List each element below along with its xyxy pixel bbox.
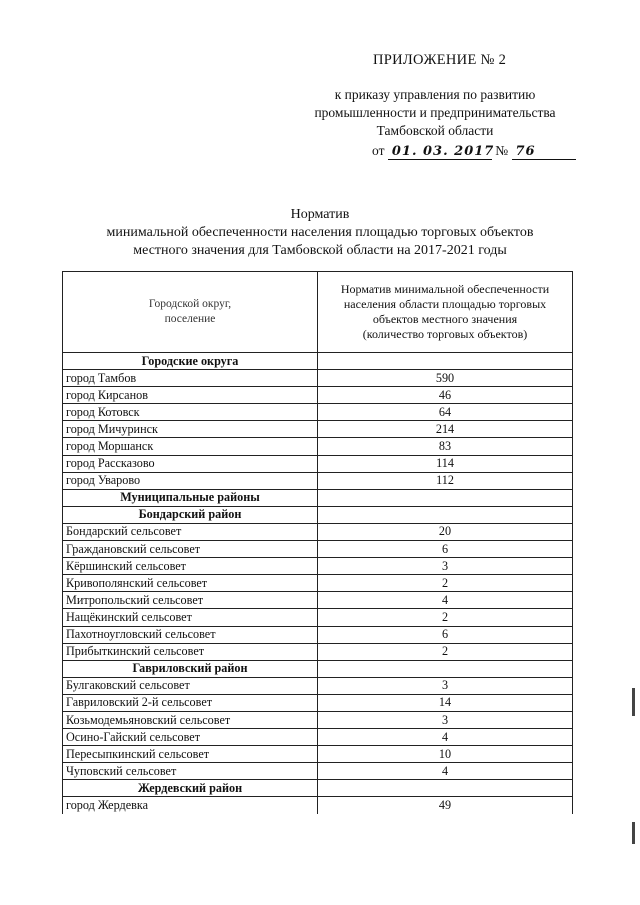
- table-row: [63, 643, 573, 660]
- document-title: [40, 206, 600, 260]
- settlement-name: город Котовск: [63, 404, 318, 421]
- table-row: [63, 746, 573, 763]
- appendix-title: ПРИЛОЖЕНИЕ № 2: [373, 52, 507, 68]
- settlement-name: город Мичуринск: [63, 421, 318, 438]
- table-row: [63, 370, 573, 387]
- norm-value: 2: [318, 643, 573, 660]
- settlement-name: город Кирсанов: [63, 387, 318, 404]
- table-row: [63, 763, 573, 780]
- order-from-label: от: [372, 143, 385, 158]
- header-text: Норматив минимальной обеспеченности: [340, 282, 550, 296]
- settlement-name: город Уварово: [63, 472, 318, 489]
- settlement-name: Чуповский сельсовет: [63, 763, 318, 780]
- norm-value: 3: [318, 558, 573, 575]
- scan-edge-mark: [632, 822, 635, 844]
- table-row: [63, 797, 573, 814]
- norm-value: [318, 660, 573, 677]
- order-number-label: №: [495, 143, 509, 158]
- norm-value: 2: [318, 609, 573, 626]
- norm-value: 4: [318, 729, 573, 746]
- settlement-name: Козьмодемьяновский сельсовет: [63, 711, 318, 728]
- table-row: [63, 472, 573, 489]
- table-row: [63, 592, 573, 609]
- settlement-name: Пахотноугловский сельсовет: [63, 626, 318, 643]
- norm-value: 214: [318, 421, 573, 438]
- settlement-name: Кёршинский сельсовет: [63, 558, 318, 575]
- norm-value: 64: [318, 404, 573, 421]
- header-text: поселение: [164, 313, 216, 325]
- settlement-name: Прибыткинский сельсовет: [63, 643, 318, 660]
- table-section-row: [63, 353, 573, 370]
- settlement-name: Булгаковский сельсовет: [63, 677, 318, 694]
- norm-value: 112: [318, 472, 573, 489]
- title-line: Норматив: [290, 207, 350, 222]
- norm-value: [318, 353, 573, 370]
- settlement-name: город Моршанск: [63, 438, 318, 455]
- table-row: [63, 438, 573, 455]
- table-row: [63, 404, 573, 421]
- norm-value: 6: [318, 541, 573, 558]
- norm-value: 6: [318, 626, 573, 643]
- norm-value: 83: [318, 438, 573, 455]
- order-reference: [290, 86, 580, 140]
- table-row: [63, 694, 573, 711]
- scan-edge-mark: [632, 688, 635, 716]
- table-row: [63, 575, 573, 592]
- table-row: [63, 626, 573, 643]
- table-row: [63, 541, 573, 558]
- order-line: к приказу управления по развитию: [334, 87, 536, 102]
- norm-value: 3: [318, 677, 573, 694]
- section-name: Бондарский район: [63, 506, 318, 523]
- order-number: 76: [512, 144, 576, 160]
- table-row: [63, 523, 573, 540]
- order-line: промышленности и предпринимательства: [314, 105, 556, 120]
- section-name: Городские округа: [63, 353, 318, 370]
- norm-value: [318, 489, 573, 506]
- title-line: местного значения для Тамбовской области на 2017-2021 годы: [133, 243, 507, 258]
- table-section-row: [63, 506, 573, 523]
- norm-value: 46: [318, 387, 573, 404]
- table-section-row: [63, 660, 573, 677]
- table-row: [63, 711, 573, 728]
- order-date-number: [372, 143, 576, 160]
- settlement-name: Граждановский сельсовет: [63, 541, 318, 558]
- norm-value: 2: [318, 575, 573, 592]
- order-line: Тамбовской области: [376, 123, 494, 138]
- section-name: Муниципальные районы: [63, 489, 318, 506]
- settlement-name: Кривополянский сельсовет: [63, 575, 318, 592]
- table-section-row: [63, 489, 573, 506]
- table-row: [63, 609, 573, 626]
- settlement-name: Бондарский сельсовет: [63, 523, 318, 540]
- table-row: [63, 455, 573, 472]
- header-text: (количество торговых объектов): [362, 327, 528, 341]
- settlement-name: город Тамбов: [63, 370, 318, 387]
- table-section-row: [63, 780, 573, 797]
- header-col-norm: [318, 272, 573, 353]
- norm-value: 4: [318, 592, 573, 609]
- norm-table: [62, 271, 573, 814]
- norm-value: 4: [318, 763, 573, 780]
- settlement-name: Митропольский сельсовет: [63, 592, 318, 609]
- header-text: Городской округ,: [148, 298, 232, 310]
- norm-value: 3: [318, 711, 573, 728]
- title-line: минимальной обеспеченности населения площадью торговых объектов: [106, 225, 534, 240]
- header-col-settlement: [63, 272, 318, 353]
- settlement-name: Нащёкинский сельсовет: [63, 609, 318, 626]
- header-text: населения области площадью торговых: [343, 297, 547, 311]
- table-header-row: [63, 272, 573, 353]
- norm-value: 14: [318, 694, 573, 711]
- norm-value: 10: [318, 746, 573, 763]
- norm-value: [318, 780, 573, 797]
- norm-value: [318, 506, 573, 523]
- table-row: [63, 558, 573, 575]
- header-text: объектов местного значения: [372, 312, 518, 326]
- table-row: [63, 677, 573, 694]
- order-date: 01. 03. 2017: [388, 144, 492, 160]
- table-row: [63, 421, 573, 438]
- norm-value: 590: [318, 370, 573, 387]
- section-name: Гавриловский район: [63, 660, 318, 677]
- table-row: [63, 729, 573, 746]
- table-row: [63, 387, 573, 404]
- norm-value: 20: [318, 523, 573, 540]
- settlement-name: город Жердевка: [63, 797, 318, 814]
- norm-value: 49: [318, 797, 573, 814]
- section-name: Жердевский район: [63, 780, 318, 797]
- norm-value: 114: [318, 455, 573, 472]
- settlement-name: город Рассказово: [63, 455, 318, 472]
- settlement-name: Пересыпкинский сельсовет: [63, 746, 318, 763]
- settlement-name: Гавриловский 2-й сельсовет: [63, 694, 318, 711]
- settlement-name: Осино-Гайский сельсовет: [63, 729, 318, 746]
